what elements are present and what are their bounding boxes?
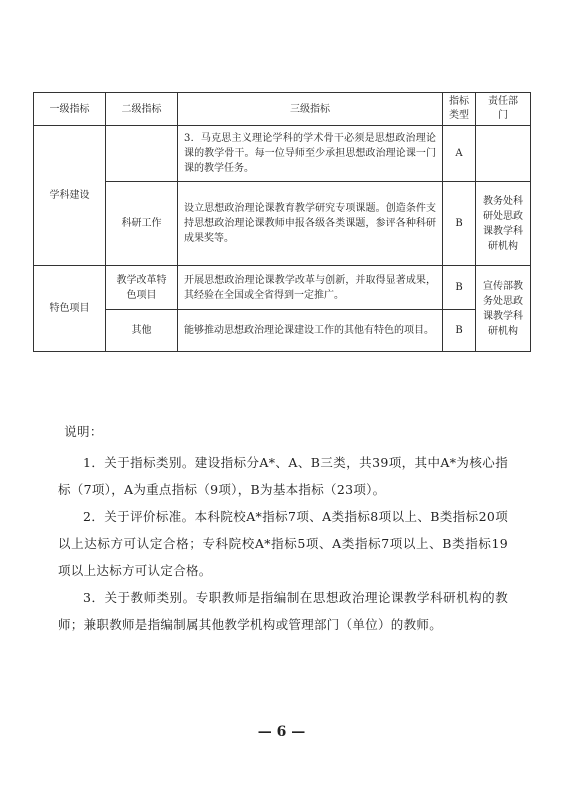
- table-row: [34, 126, 531, 182]
- category-discipline: 学科建设: [34, 126, 106, 266]
- indicator-type: A: [443, 126, 476, 182]
- evaluation-indicator-table: [33, 92, 531, 352]
- sub-other: 其他: [106, 310, 178, 352]
- header-type: 指标类型: [443, 93, 476, 126]
- indicator-description: 能够推动思想政治理论课建设工作的其他有特色的项目。: [178, 310, 443, 352]
- note-item: 1．关于指标类别。建设指标分A*、A、B三类，共39项，其中A*为核心指标（7项），A为重点指标（9项），B为基本指标（23项）。: [58, 455, 508, 497]
- table-header-row: [34, 93, 531, 126]
- note-item: 3．关于教师类别。专职教师是指编制在思想政治理论课教学科研机构的教师；兼职教师是指编制属其他教学机构或管理部门（单位）的教师。: [58, 590, 508, 632]
- header-level2: 二级指标: [106, 93, 178, 126]
- notes-heading: 说明：: [64, 424, 103, 439]
- table-row: [34, 310, 531, 352]
- indicator-type: B: [443, 182, 476, 266]
- sub-research: 科研工作: [106, 182, 178, 266]
- responsible-department: 教务处科研处思政课教学科研机构: [476, 182, 531, 266]
- header-level1: 一级指标: [34, 93, 106, 126]
- page-number: — 6 —: [257, 724, 306, 740]
- table-row: [34, 182, 531, 266]
- empty-cell: [476, 126, 531, 182]
- indicator-type: B: [443, 266, 476, 310]
- note-item: 2．关于评价标准。本科院校A*指标7项、A类指标8项以上、B类指标20项以上达标方可认定合格；专科院校A*指标5项、A类指标7项以上、B类指标19项以上达标方可认定合格。: [58, 509, 508, 578]
- indicator-description: 设立思想政治理论课教育教学研究专项课题。创造条件支持思想政治理论课教师申报各级各类课题，参评各种科研成果奖等。: [178, 182, 443, 266]
- header-responsible: 责任部门: [476, 93, 531, 126]
- indicator-description: 3．马克思主义理论学科的学术骨干必须是思想政治理论课的教学骨干。每一位导师至少承担思想政治理论课一门课的教学任务。: [178, 126, 443, 182]
- indicator-description: 开展思想政治理论课教学改革与创新，并取得显著成果，其经验在全国或全省得到一定推广。: [178, 266, 443, 310]
- responsible-department: 宣传部教务处思政课教学科研机构: [476, 266, 531, 352]
- indicator-type: B: [443, 310, 476, 352]
- notes-section: [58, 418, 508, 638]
- sub-teaching-reform: 教学改革特色项目: [106, 266, 178, 310]
- category-special: 特色项目: [34, 266, 106, 352]
- header-level3: 三级指标: [178, 93, 443, 126]
- empty-cell: [106, 126, 178, 182]
- table-row: [34, 266, 531, 310]
